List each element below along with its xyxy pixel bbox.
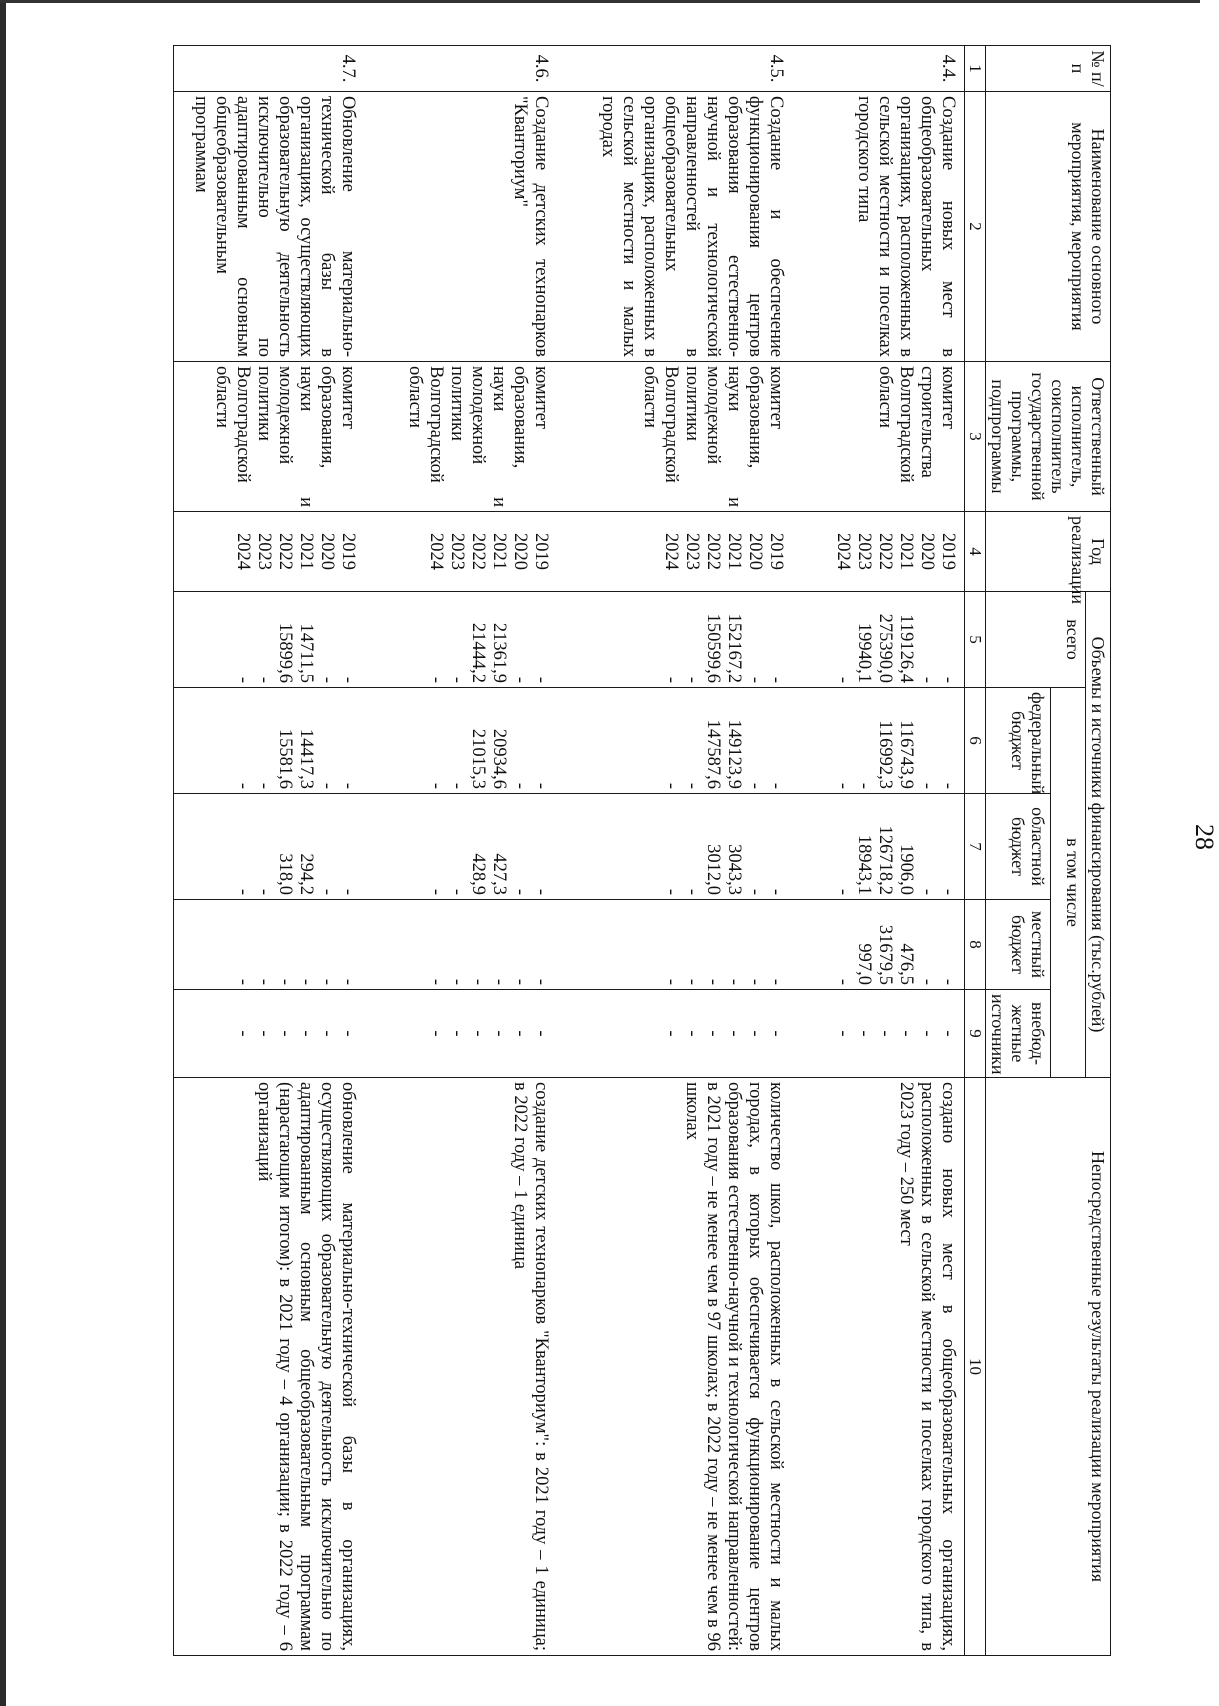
cell-line: - [724,978,744,985]
cell-line: 19940,1 [854,622,874,683]
cell-line: - [317,782,337,789]
cell-line: - [766,978,786,985]
cell-line: - [938,676,958,683]
cell-line: - [854,782,874,789]
cell-line: 2021 [724,533,744,570]
spacer-cell [364,92,402,362]
cell-line: 997,0 [854,943,874,985]
cell-line: - [531,888,551,895]
row-federal [595,688,792,794]
cell-line: - [854,1030,874,1037]
cell-line: - [661,978,681,985]
cell-line: - [745,978,765,985]
spacer-cell [792,512,830,592]
header-in-that: в том числе [1051,688,1086,1078]
cell-line: 2019 [938,533,958,570]
row-offbudget [595,990,792,1078]
header-regional: областной бюджет [986,794,1051,900]
cell-line: - [447,888,467,895]
cell-line: - [745,676,765,683]
cell-line: - [938,1030,958,1037]
col-num: 3 [965,362,986,512]
cell-line: 427,3 [489,853,509,895]
cell-line: - [317,676,337,683]
spacer-cell [792,990,830,1078]
spacer-cell [557,900,595,990]
spacer-cell [174,592,189,688]
row-federal [188,688,364,794]
cell-line: - [489,1030,509,1037]
cell-line: - [833,782,853,789]
cell-line: - [254,888,274,895]
cell-line: - [875,1030,895,1037]
cell-line: - [661,782,681,789]
cell-line: - [489,978,509,985]
cell-line: 21015,3 [468,728,488,789]
cell-line: - [317,888,337,895]
row-offbudget [188,990,364,1078]
row-executor: комитет образования, науки и молодежной политики Волгоградской области [188,362,364,512]
spacer-cell [792,688,830,794]
cell-line: - [745,1030,765,1037]
spacer-cell [557,688,595,794]
cell-line: - [317,978,337,985]
spacer-cell [792,900,830,990]
cell-line: - [447,676,467,683]
col-num: 7 [965,794,986,900]
col-num: 5 [965,592,986,688]
column-number-row [965,46,986,1656]
row-offbudget [830,990,965,1078]
spacer-cell [364,512,402,592]
cell-line: 2020 [745,533,765,570]
cell-line: 116992,3 [875,720,895,789]
row-offbudget [402,990,557,1078]
cell-line: - [447,978,467,985]
col-num: 1 [965,46,986,92]
header-total: всего [986,592,1086,688]
cell-line: - [254,1030,274,1037]
cell-line: 2019 [766,533,786,570]
cell-line: 3012,0 [703,844,723,895]
cell-line: 2022 [875,533,895,570]
cell-line: - [233,978,253,985]
col-num: 8 [965,900,986,990]
cell-line: - [766,782,786,789]
spacer-cell [557,1078,595,1656]
spacer-cell [174,794,189,900]
row-total [595,592,792,688]
cell-line: - [531,1030,551,1037]
cell-line: 20934,6 [489,728,509,789]
cell-line: 149123,9 [724,719,744,789]
cell-line: - [724,1030,744,1037]
scan-top-edge [0,0,1200,3]
row-id: 4.7. [188,46,364,92]
cell-line: - [510,782,530,789]
header-offbudget: внебюд-жетные источники [986,990,1051,1078]
row-result: количество школ, расположенных в сельской местности и малых городах, в которых обеспечивается функционирование центров образования естественно-научной и технологической направленностей: в 2021 году – не менее чем в 97 школах; в 2022 году – не менее чем в 96 школах [595,1078,792,1656]
cell-line: - [338,888,358,895]
scan-edge [0,0,6,1706]
table-row [402,46,557,1656]
cell-line: 18943,1 [854,834,874,895]
row-name: Создание и обеспечение функционирования центров образования естественно-научной и технологической направленностей в общеобразовательных организациях, расположенных в сельской местности и малых городах [595,92,792,362]
cell-line: 428,9 [468,853,488,895]
cell-line: 31679,5 [875,924,895,985]
cell-line: 152167,2 [724,613,744,683]
cell-line: - [917,1030,937,1037]
spacer-cell [557,92,595,362]
cell-line: - [296,978,316,985]
spacer-cell [557,794,595,900]
cell-line: - [233,782,253,789]
spacer-cell [792,46,830,92]
cell-line: - [938,888,958,895]
row-total [402,592,557,688]
row-name: Обновление материально-технической базы в организациях, осуществляющих образовательную деятельность исключительно по адаптированным основным общеобразовательным программам [188,92,364,362]
row-regional [402,794,557,900]
header-col-result: Непосредственные результаты реализации мероприятия [986,1078,1111,1656]
cell-line: 2022 [703,533,723,570]
cell-line: - [338,676,358,683]
row-local [188,900,364,990]
cell-line: - [447,782,467,789]
cell-line: - [682,782,702,789]
col-num: 4 [965,512,986,592]
cell-line: 150599,6 [703,613,723,683]
cell-line: - [766,888,786,895]
spacer-cell [364,362,402,512]
cell-line: - [233,1030,253,1037]
row-id: 4.4. [830,46,965,92]
cell-line: - [917,978,937,985]
row-federal [830,688,965,794]
cell-line: - [317,1030,337,1037]
row-regional [188,794,364,900]
row-name: Создание детских технопарков "Кванториум" [402,92,557,362]
cell-line: - [531,782,551,789]
cell-line: 21361,9 [489,622,509,683]
cell-line: 1906,0 [896,844,916,895]
cell-line: - [338,1030,358,1037]
cell-line: - [938,782,958,789]
cell-line: - [833,888,853,895]
cell-line: - [426,978,446,985]
spacer-cell [174,688,189,794]
row-years [595,512,792,592]
cell-line: - [254,978,274,985]
col-num: 6 [965,688,986,794]
cell-line: 2022 [275,533,295,570]
spacer-cell [364,688,402,794]
spacer-cell [174,512,189,592]
cell-line: - [275,978,295,985]
header-col-executor: Ответственный исполнитель, соисполнитель государственной программы, подпрограммы [986,362,1111,512]
spacer-cell [792,592,830,688]
cell-line: - [531,676,551,683]
cell-line: 294,2 [296,853,316,895]
row-years [188,512,364,592]
cell-line: 275390,0 [875,613,895,683]
cell-line: 2023 [447,533,467,570]
row-local [830,900,965,990]
cell-line: - [296,1030,316,1037]
cell-line: 2023 [682,533,702,570]
cell-line: 15899,6 [275,622,295,683]
cell-line: - [766,1030,786,1037]
header-funding-group: Объемы и источники финансирования (тыс.рублей) [1086,592,1111,1078]
row-name: Создание новых мест в общеобразовательных организациях, расположенных в сельской местности и поселках городского типа [830,92,965,362]
cell-line: - [426,676,446,683]
table-row [595,46,792,1656]
cell-line: - [233,888,253,895]
cell-line: 126718,2 [875,825,895,895]
cell-line: 147587,6 [703,719,723,789]
row-total [188,592,364,688]
spacer-cell [364,46,402,92]
col-num: 9 [965,990,986,1078]
cell-line: 116743,9 [896,720,916,789]
spacer-cell [364,794,402,900]
cell-line: - [510,978,530,985]
cell-line: - [917,888,937,895]
cell-line: 2020 [510,533,530,570]
cell-line: - [233,676,253,683]
spacer-cell [174,990,189,1078]
cell-line: - [661,676,681,683]
cell-line: 2024 [661,533,681,570]
row-years [402,512,557,592]
cell-line: 2019 [338,533,358,570]
cell-line: - [338,978,358,985]
cell-line: 2020 [917,533,937,570]
page-number: 28 [1190,824,1219,850]
cell-line: - [510,676,530,683]
spacer-cell [557,46,595,92]
cell-line: - [917,676,937,683]
cell-line: 14711,5 [296,623,316,683]
cell-line: - [531,978,551,985]
row-years [830,512,965,592]
spacer-cell [174,46,189,92]
cell-line: - [745,888,765,895]
row-id: 4.5. [595,46,792,92]
cell-line: 318,0 [275,853,295,895]
spacer-cell [364,1078,402,1656]
rotated-table-area [157,45,1219,1655]
header-col-number: № п/п [986,46,1111,92]
cell-line: 3043,3 [724,844,744,895]
cell-line: 2022 [468,533,488,570]
cell-line: - [254,676,274,683]
cell-line: 21444,2 [468,622,488,683]
row-executor: комитет строительства Волгоградской области [830,362,965,512]
table-body [174,46,965,1656]
cell-line: - [275,1030,295,1037]
table-row [188,46,364,1656]
spacer-cell [364,900,402,990]
row-local [595,900,792,990]
row-result: создание детских технопарков "Кванториум": в 2021 году – 1 единица; в 2022 году – 1 единица [402,1078,557,1656]
row-regional [595,794,792,900]
cell-line: 2020 [317,533,337,570]
cell-line: - [703,978,723,985]
cell-line: - [896,1030,916,1037]
cell-line: - [745,782,765,789]
header-federal: федеральный бюджет [986,688,1051,794]
cell-line: - [661,888,681,895]
cell-line: 2024 [233,533,253,570]
cell-line: 2021 [896,533,916,570]
row-total [830,592,965,688]
cell-line: - [682,978,702,985]
spacer-cell [174,92,189,362]
row-spacer [557,46,595,1656]
spacer-cell [174,1078,189,1656]
spacer-cell [792,1078,830,1656]
cell-line: 2023 [254,533,274,570]
cell-line: - [510,888,530,895]
cell-line: - [510,1030,530,1037]
header-col-name: Наименование основного мероприятия, мероприятия [986,92,1111,362]
spacer-cell [557,362,595,512]
cell-line: 2019 [531,533,551,570]
cell-line: - [426,888,446,895]
row-spacer [174,46,189,1656]
cell-line: 14417,3 [296,728,316,789]
cell-line: 2023 [854,533,874,570]
cell-line: - [766,676,786,683]
spacer-cell [792,92,830,362]
table-row [830,46,965,1656]
spacer-cell [557,512,595,592]
cell-line: 2024 [426,533,446,570]
cell-line: - [682,676,702,683]
header-col-year: Год реализации [986,512,1111,592]
cell-line: - [468,1030,488,1037]
row-federal [402,688,557,794]
cell-line: - [254,782,274,789]
row-spacer [364,46,402,1656]
cell-line: - [447,1030,467,1037]
cell-line: - [426,1030,446,1037]
cell-line: - [833,1030,853,1037]
cell-line: 2021 [296,533,316,570]
cell-line: 15581,6 [275,728,295,789]
col-num: 2 [965,92,986,362]
spacer-cell [174,900,189,990]
spacer-cell [792,794,830,900]
row-regional [830,794,965,900]
cell-line: 119126,4 [896,614,916,683]
cell-line: - [833,978,853,985]
cell-line: 476,5 [896,943,916,985]
spacer-cell [364,990,402,1078]
col-num: 10 [965,1078,986,1656]
cell-line: - [682,1030,702,1037]
cell-line: - [338,782,358,789]
cell-line: - [661,1030,681,1037]
spacer-cell [792,362,830,512]
row-spacer [792,46,830,1656]
row-result: создано новых мест в общеобразовательных организациях, расположенных в сельской местности и поселках городского типа, в 2023 году – 250 мест [830,1078,965,1656]
row-result: обновление материально-технической базы в организациях, осуществляющих образовательную деятельность исключительно по адаптированным основным общеобразовательным программам (нарастающим итогом): в 2021 году – 4 организации; в 2022 году – 6 организаций [188,1078,364,1656]
cell-line: - [682,888,702,895]
cell-line: - [833,676,853,683]
cell-line: - [703,1030,723,1037]
cell-line: - [468,978,488,985]
spacer-cell [557,990,595,1078]
cell-line: 2021 [489,533,509,570]
spacer-cell [174,362,189,512]
cell-line: - [917,782,937,789]
row-executor: комитет образования, науки и молодежной политики Волгоградской области [402,362,557,512]
program-table [173,45,1111,1656]
cell-line: 2024 [833,533,853,570]
spacer-cell [364,592,402,688]
header-local: местный бюджет [986,900,1051,990]
cell-line: - [426,782,446,789]
row-local [402,900,557,990]
spacer-cell [557,592,595,688]
row-executor: комитет образования, науки и молодежной политики Волгоградской области [595,362,792,512]
row-id: 4.6. [402,46,557,92]
cell-line: - [938,978,958,985]
